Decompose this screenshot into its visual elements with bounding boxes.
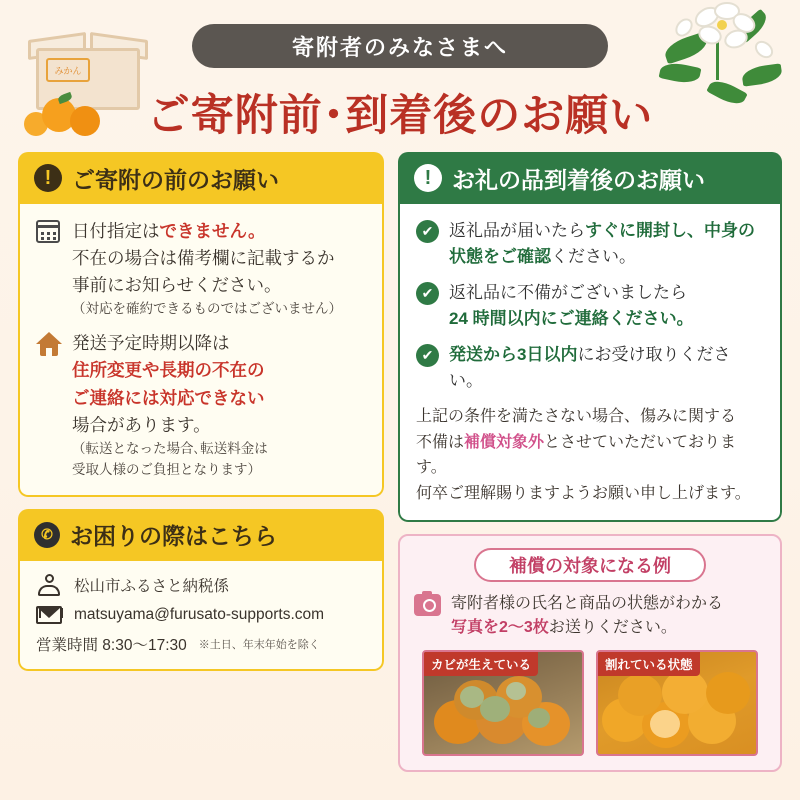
petal bbox=[752, 37, 777, 61]
text-accent: すぐに開封し、中身の bbox=[585, 221, 755, 240]
header-badge: 寄附者のみなさまへ bbox=[192, 24, 608, 68]
text-line: 寄附者様の氏名と商品の状態がわかる bbox=[451, 595, 724, 613]
check-icon: ✔ bbox=[416, 282, 439, 305]
right-column bbox=[398, 152, 782, 790]
text-line: 場合があります。 bbox=[72, 414, 211, 435]
after-card-header bbox=[398, 152, 782, 204]
content bbox=[18, 152, 782, 790]
after-card-title: お礼の品到着後のお願い bbox=[452, 166, 705, 193]
text-accent: 住所変更や長期の不在の bbox=[72, 360, 265, 381]
text-accent: 補償対象外 bbox=[464, 433, 545, 451]
check-icon: ✔ bbox=[416, 344, 439, 367]
contact-card-body bbox=[18, 561, 384, 671]
contact-row-hours bbox=[36, 633, 366, 655]
calendar-icon bbox=[36, 220, 62, 320]
text-plain: とさせていただいております。 bbox=[416, 433, 737, 477]
after-item-text bbox=[449, 342, 764, 393]
text-plain: お送りください。 bbox=[548, 619, 677, 637]
after-item-text bbox=[449, 218, 755, 269]
text-plain: ください。 bbox=[551, 246, 636, 266]
text-plain: 返礼品が届いたら bbox=[449, 221, 585, 240]
text-line: 事前にお知らせください。 bbox=[72, 275, 282, 296]
note-line-with-emphasis bbox=[416, 430, 764, 481]
contact-row-email[interactable] bbox=[36, 606, 366, 624]
house-item-text bbox=[72, 330, 268, 480]
left-column bbox=[18, 152, 384, 790]
pink-card-title: 補償の対象になる例 bbox=[474, 548, 706, 582]
photo-mold bbox=[422, 650, 584, 756]
check-icon: ✔ bbox=[416, 220, 439, 243]
business-hours: 営業時間 8:30〜17:30 bbox=[36, 636, 187, 654]
note-line: 上記の条件を満たさない場合、傷みに関する bbox=[416, 408, 737, 425]
contact-row-department bbox=[36, 573, 366, 597]
photo-caption: 割れている状態 bbox=[598, 652, 700, 676]
person-icon bbox=[36, 573, 62, 597]
phone-icon: ✆ bbox=[34, 522, 60, 548]
stem bbox=[716, 40, 719, 80]
page-title: ご寄附前･到着後のお願い bbox=[146, 92, 654, 140]
after-card-body bbox=[398, 204, 782, 522]
photo-cracked bbox=[596, 650, 758, 756]
business-hours-note: ※土日、年末年始を除く bbox=[198, 638, 320, 651]
contact-card-title: お困りの際はこちら bbox=[70, 523, 277, 550]
note-line: 何卒ご理解賜りますようお願い申し上げます。 bbox=[416, 484, 751, 502]
exclamation-icon: ! bbox=[414, 164, 442, 192]
list-item bbox=[416, 218, 764, 269]
contact-card bbox=[18, 509, 384, 671]
compensation-example-card bbox=[398, 534, 782, 772]
instruction-text bbox=[451, 592, 723, 640]
photo-caption: カビが生えている bbox=[424, 652, 538, 676]
camera-icon bbox=[414, 594, 441, 616]
after-item-text bbox=[449, 280, 694, 331]
house-icon bbox=[36, 332, 62, 480]
text-line: 発送予定時期以降は bbox=[72, 333, 230, 354]
pink-card-instruction bbox=[414, 592, 766, 640]
after-arrival-card bbox=[398, 152, 782, 522]
list-item bbox=[36, 218, 366, 320]
mail-icon bbox=[36, 606, 62, 624]
text-accent: 24 時間以内にご連絡ください。 bbox=[449, 308, 694, 328]
header bbox=[0, 0, 800, 148]
list-item bbox=[416, 280, 764, 331]
exclamation-icon: ! bbox=[34, 164, 62, 192]
box-label-icon: みかん bbox=[46, 58, 90, 82]
text-accent: 状態をご確認 bbox=[449, 246, 551, 266]
text-accent: ご連絡には対応できない bbox=[72, 387, 265, 408]
email-address[interactable]: matsuyama@furusato-supports.com bbox=[74, 605, 325, 623]
before-card-header bbox=[18, 152, 384, 204]
before-card-body bbox=[18, 204, 384, 497]
text-note: 受取人様のご負担となります） bbox=[72, 461, 261, 477]
text-accent: 発送から3日以内 bbox=[449, 345, 578, 364]
text-accent: 写真を2〜3枚 bbox=[451, 619, 549, 637]
text-note: （対応を確約できるものではございません） bbox=[72, 301, 342, 317]
text-plain: 日付指定は bbox=[72, 221, 160, 241]
list-item bbox=[416, 342, 764, 393]
department-name: 松山市ふるさと納税係 bbox=[74, 577, 230, 595]
calendar-item-text bbox=[72, 218, 342, 320]
text-line: 不在の場合は備考欄に記載するか bbox=[72, 248, 335, 269]
after-card-note bbox=[416, 404, 764, 506]
before-card-title: ご寄附の前のお願い bbox=[72, 166, 279, 193]
text-plain: 不備は bbox=[416, 433, 465, 451]
flower-center bbox=[717, 20, 727, 30]
contact-card-header bbox=[18, 509, 384, 561]
example-photos bbox=[414, 650, 766, 756]
text-note: （転送となった場合､転送料金は bbox=[72, 440, 268, 456]
before-donation-card bbox=[18, 152, 384, 497]
text-plain: 返礼品に不備がございましたら bbox=[449, 283, 687, 302]
text-plain: にお受け取りください。 bbox=[449, 345, 731, 390]
text-accent: できません。 bbox=[159, 221, 266, 241]
list-item bbox=[36, 330, 366, 480]
